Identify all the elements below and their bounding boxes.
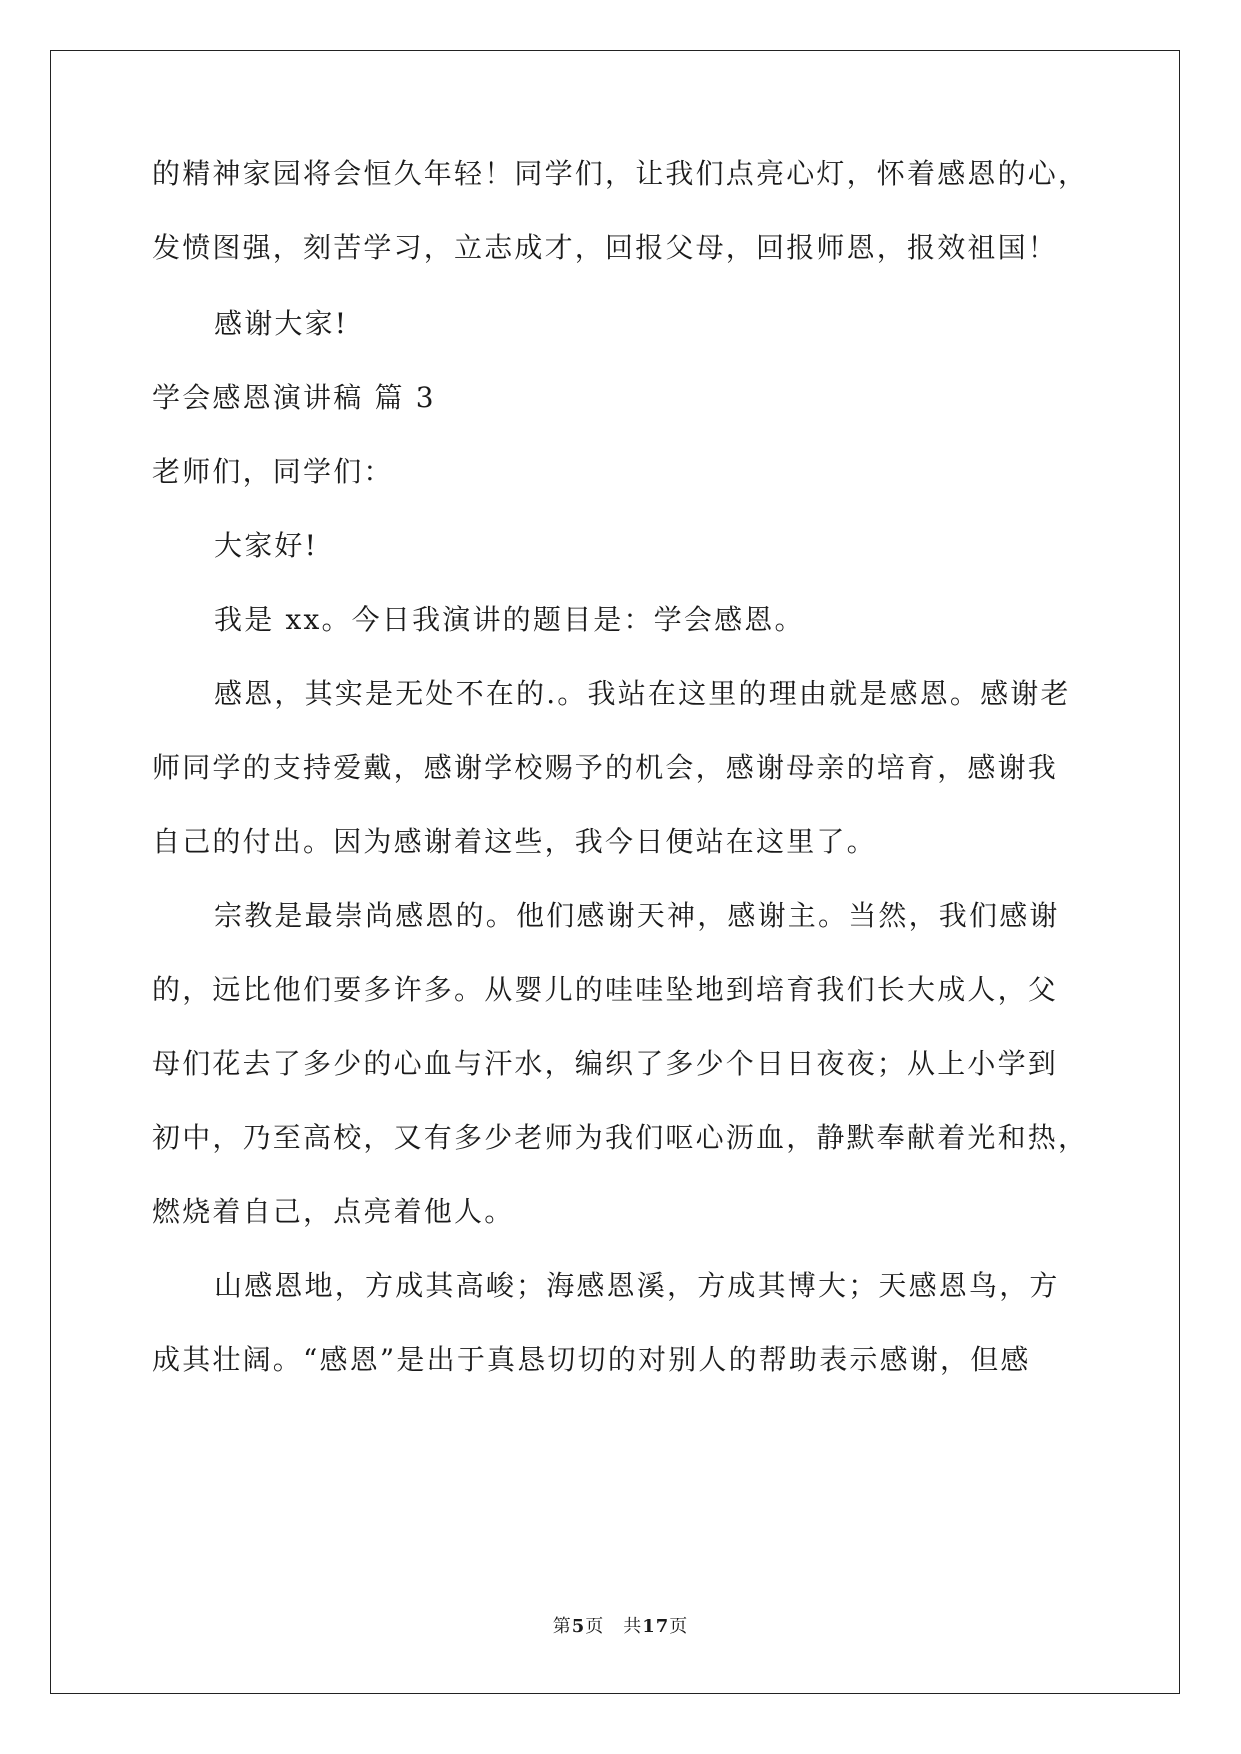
footer-suffix: 页 (669, 1616, 689, 1637)
body-text-line: 的，远比他们要多许多。从婴儿的哇哇坠地到培育我们长大成人，父 (152, 973, 1059, 1006)
salutation: 老师们，同学们： (152, 455, 394, 488)
body-text-line: 发愤图强，刻苦学习，立志成才，回报父母，回报师恩，报效祖国！ (152, 231, 1059, 264)
body-text-line: 成其壮阔。“感恩”是出于真恳切切的对别人的帮助表示感谢，但感 (152, 1343, 1031, 1376)
current-page-number: 5 (571, 1616, 586, 1637)
closing-line: 感谢大家! (214, 307, 349, 340)
page-border (50, 50, 1180, 1694)
body-text-line: 感恩，其实是无处不在的.。我站在这里的理由就是感恩。感谢老 (214, 677, 1071, 710)
section-heading: 学会感恩演讲稿 篇 3 (152, 381, 436, 414)
body-text-line: 的精神家园将会恒久年轻！同学们，让我们点亮心灯，怀着感恩的心， (152, 157, 1089, 190)
body-text-line: 我是 xx。今日我演讲的题目是：学会感恩。 (214, 603, 805, 636)
footer-middle: 页 共 (585, 1616, 643, 1637)
footer-prefix: 第 (552, 1616, 572, 1637)
body-text-line: 山感恩地，方成其高峻；海感恩溪，方成其博大；天感恩鸟，方 (214, 1269, 1060, 1302)
greeting: 大家好! (214, 529, 319, 562)
body-text-line: 初中，乃至高校，又有多少老师为我们呕心沥血，静默奉献着光和热， (152, 1121, 1089, 1154)
total-page-count: 17 (642, 1616, 670, 1637)
body-text-line: 宗教是最崇尚感恩的。他们感谢天神，感谢主。当然，我们感谢 (214, 899, 1060, 932)
body-text-line: 自己的付出。因为感谢着这些，我今日便站在这里了。 (152, 825, 877, 858)
body-text-line: 师同学的支持爱戴，感谢学校赐予的机会，感谢母亲的培育，感谢我 (152, 751, 1059, 784)
page-footer (0, 1612, 1241, 1638)
body-text-line: 母们花去了多少的心血与汗水，编织了多少个日日夜夜；从上小学到 (152, 1047, 1059, 1080)
body-text-line: 燃烧着自己，点亮着他人。 (152, 1195, 515, 1228)
